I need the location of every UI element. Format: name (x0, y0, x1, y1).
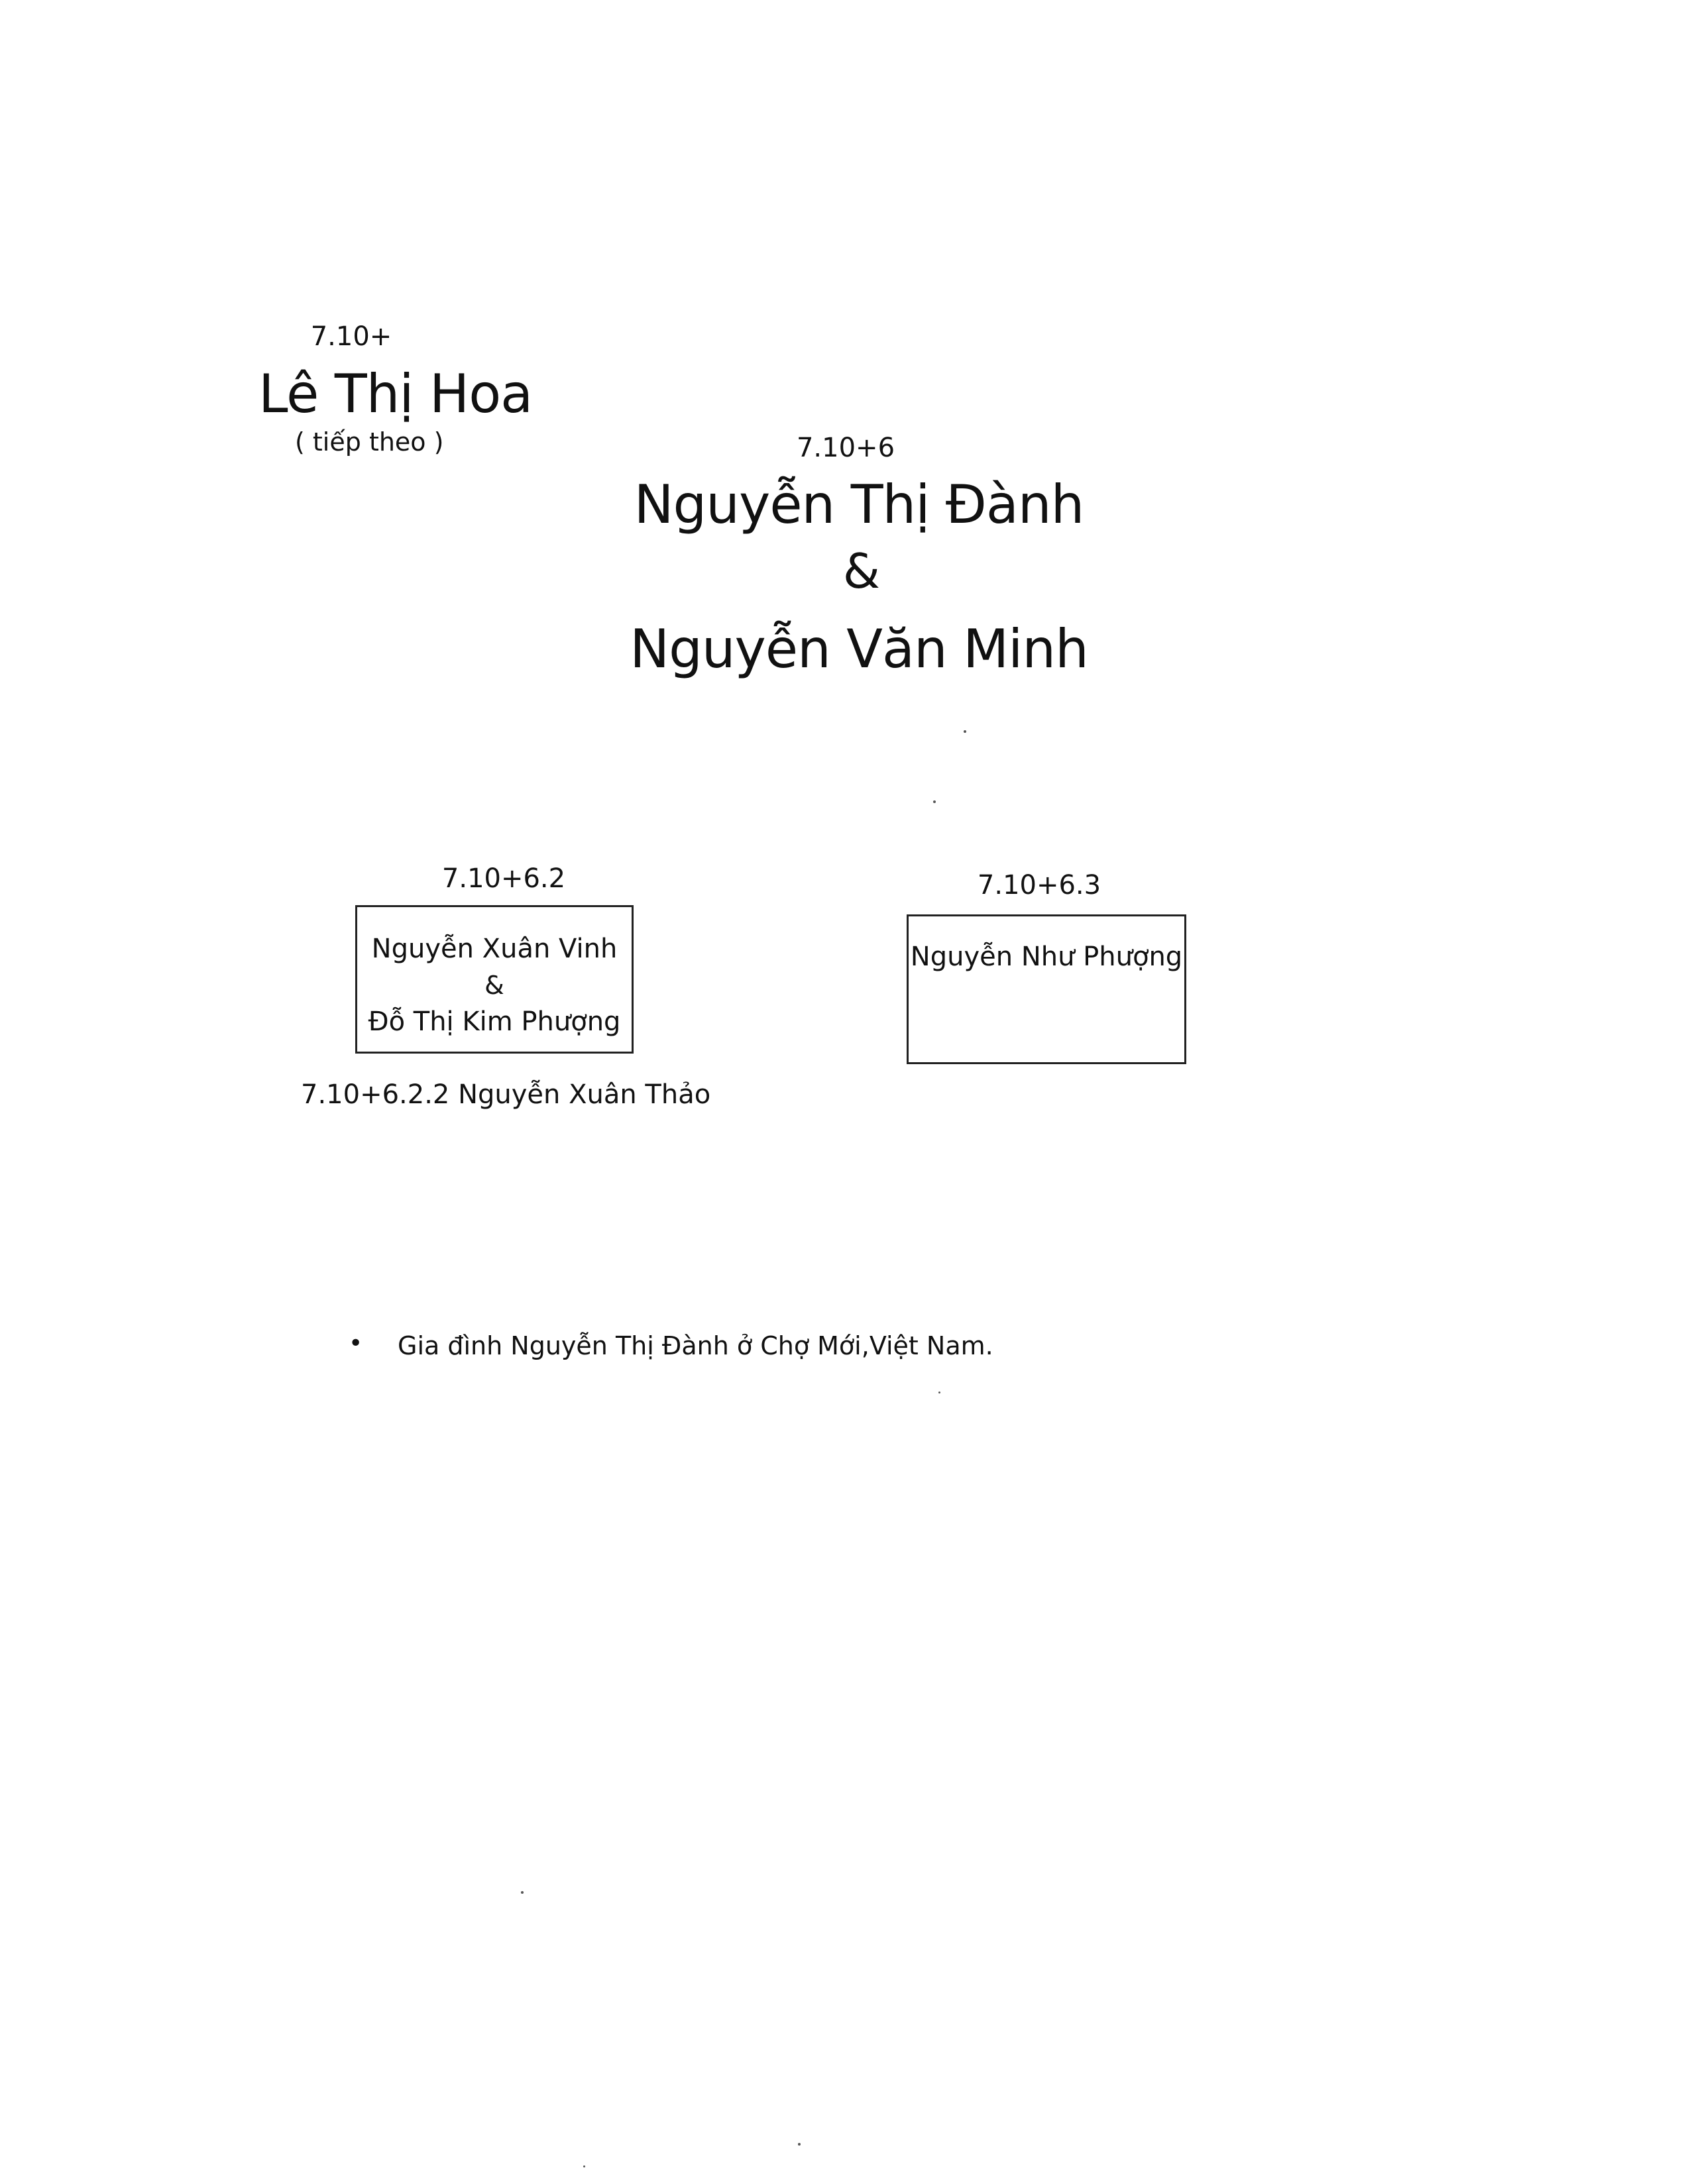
scan-speck (933, 800, 936, 803)
scan-speck (964, 730, 966, 733)
scan-speck (583, 2165, 585, 2167)
couple-ampersand: & (842, 543, 881, 599)
spouse-1-name: Nguyễn Thị Đành (634, 474, 1084, 535)
scan-speck (798, 2143, 801, 2146)
continued-label: ( tiếp theo ) (295, 427, 444, 457)
child-1-name: Nguyễn Xuân Vinh (371, 934, 618, 964)
bullet-icon: • (349, 1330, 363, 1357)
child-1-spouse-name: Đỗ Thị Kim Phượng (368, 1007, 621, 1037)
grandchild-entry: 7.10+6.2.2 Nguyễn Xuân Thảo (301, 1079, 711, 1110)
family-note: Gia đình Nguyễn Thị Đành ở Chợ Mới,Việt Nam. (398, 1331, 993, 1360)
spouse-2-name: Nguyễn Văn Minh (630, 618, 1088, 680)
scan-speck (521, 1891, 524, 1894)
child-2-code: 7.10+6.3 (977, 870, 1101, 901)
scan-speck (938, 1392, 940, 1393)
ancestor-code: 7.10+ (310, 321, 392, 352)
child-1-ampersand: & (484, 971, 504, 1000)
ancestor-name: Lê Thị Hoa (258, 363, 533, 425)
child-2-box (907, 914, 1186, 1064)
child-2-name: Nguyễn Như Phượng (910, 942, 1183, 972)
child-1-code: 7.10+6.2 (441, 863, 566, 894)
couple-code: 7.10+6 (796, 433, 895, 463)
